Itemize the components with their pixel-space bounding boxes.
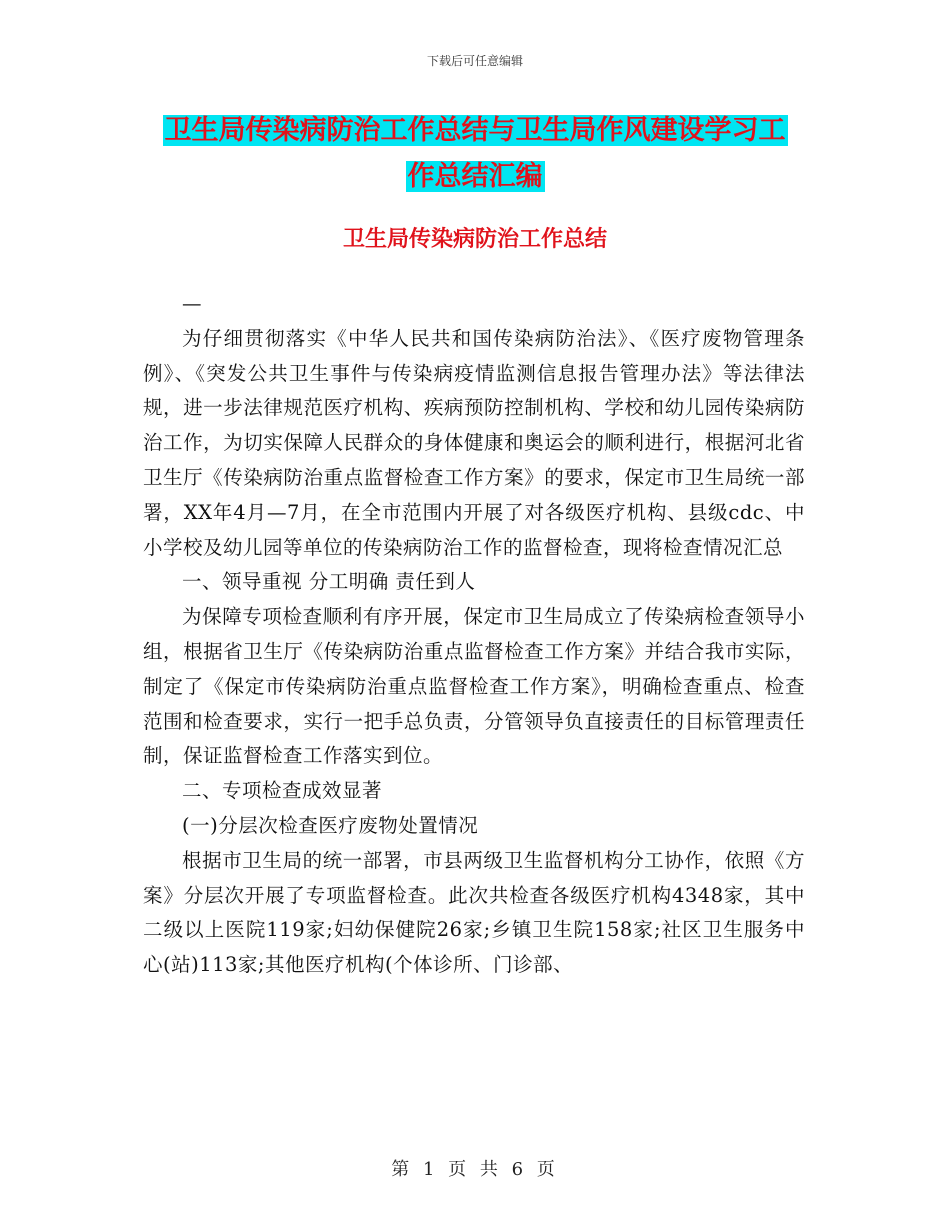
paragraph: 为保障专项检查顺利有序开展，保定市卫生局成立了传染病检查领导小组，根据省卫生厅《传染病防治重点监督检查工作方案》并结合我市实际，制定了《保定市传染病防治重点监督检查工作方案》，明确检查重点、检查范围和检查要求，实行一把手总负责，分管领导负直接责任的目标管理责任制，保证监督检查工作落实到位。 [143,605,805,768]
paragraph: — [182,292,202,315]
paragraph-subheading: (一)分层次检查医疗废物处置情况 [182,813,479,837]
paragraph: 根据市卫生局的统一部署，市县两级卫生监督机构分工协作，依照《方案》分层次开展了专项监督检查。此次共检查各级医疗机构4348家，其中二级以上医院119家;妇幼保健院26家;乡镇卫生院158家;社区卫生服务中心(站)113家;其他医疗机构(个体诊所、门诊部、 [143,848,805,977]
document-body [143,287,805,983]
paragraph-heading: 二、专项检查成效显著 [182,779,383,803]
document-title-line-2: 作总结汇编 [407,161,543,192]
page-number: 第 1 页 共 6 页 [391,1159,559,1180]
paragraph-heading: 一、领导重视 分工明确 责任到人 [182,570,476,594]
page-header-note: 下载后可任意编辑 [426,54,523,68]
document-title [130,108,820,200]
section-title: 卫生局传染病防治工作总结 [342,227,607,252]
document-title-line-1: 卫生局传染病防治工作总结与卫生局作风建设学习工 [164,115,786,146]
paragraph: 为仔细贯彻落实《中华人民共和国传染病防治法》、《医疗废物管理条例》、《突发公共卫生事件与传染病疫情监测信息报告管理办法》等法律法规，进一步法律规范医疗机构、疾病预防控制机构、学校和幼儿园传染病防治工作，为切实保障人民群众的身体健康和奥运会的顺利进行，根据河北省卫生厅《传染病防治重点监督检查工作方案》的要求，保定市卫生局统一部署，XX年4月—7月，在全市范围内开展了对各级医疗机构、县级cdc、中小学校及幼儿园等单位的传染病防治工作的监督检查，现将检查情况汇总 [143,326,805,559]
